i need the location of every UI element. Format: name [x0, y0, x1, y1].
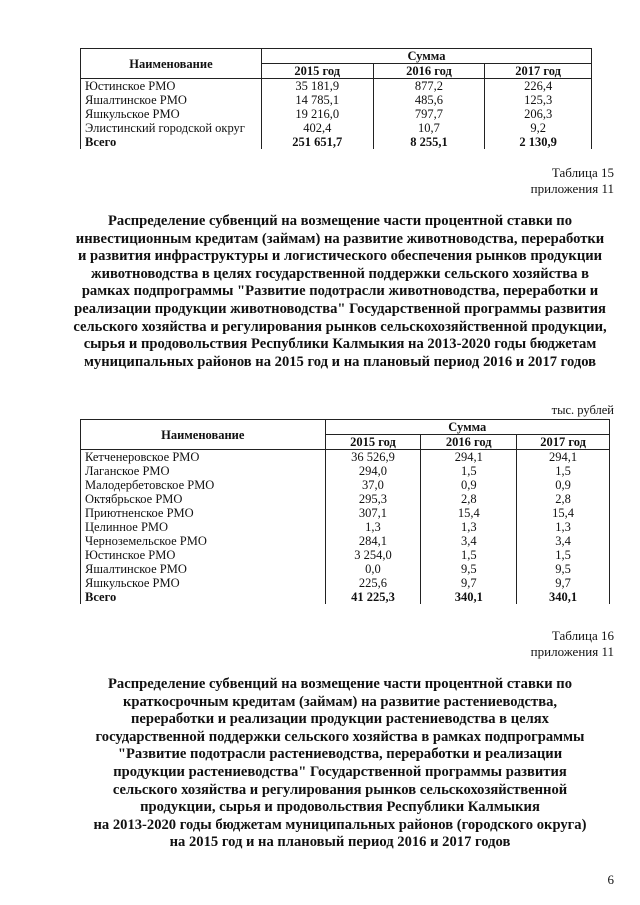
amount-cell: 1,5: [517, 464, 610, 478]
amount-cell: 37,0: [325, 478, 421, 492]
amount-cell: 9,5: [421, 562, 517, 576]
amount-cell: 3,4: [517, 534, 610, 548]
amount-cell: 19 216,0: [261, 107, 373, 121]
table-row: [81, 107, 592, 121]
table-row: [81, 562, 610, 576]
heading-line: продукции, сырья и продовольствия Республики Калмыкия: [140, 799, 540, 816]
amount-cell: 9,5: [517, 562, 610, 576]
header-sum: Сумма: [261, 49, 591, 64]
amount-cell: 9,2: [485, 121, 592, 135]
amount-cell: 0,9: [517, 478, 610, 492]
table15: [80, 419, 610, 604]
district-name: Яшалтинское РМО: [81, 93, 262, 107]
amount-cell: 1,5: [421, 548, 517, 562]
amount-cell: 3 254,0: [325, 548, 421, 562]
district-name: Целинное РМО: [81, 520, 326, 534]
amount-cell: 1,3: [325, 520, 421, 534]
header-year: 2017 год: [517, 435, 610, 450]
district-name: Яшкульское РМО: [81, 107, 262, 121]
district-name: Малодербетовское РМО: [81, 478, 326, 492]
caption-title: Таблица 16: [551, 628, 614, 643]
table16-caption: [531, 628, 614, 660]
heading-line: на 2015 год и на плановый период 2016 и 2017 годов: [169, 834, 511, 851]
district-name: Октябрьское РМО: [81, 492, 326, 506]
district-name: Юстинское РМО: [81, 548, 326, 562]
amount-cell: 294,1: [421, 450, 517, 465]
district-name: Лаганское РМО: [81, 464, 326, 478]
district-name: Яшалтинское РМО: [81, 562, 326, 576]
heading-line: государственной поддержки сельского хозяйства в рамках подпрограммы: [95, 728, 585, 745]
header-name: Наименование: [81, 420, 326, 450]
header-year: 2015 год: [325, 435, 421, 450]
caption-title: Таблица 15: [551, 165, 614, 180]
amount-cell: 340,1: [517, 590, 610, 604]
header-year: 2016 год: [373, 64, 485, 79]
amount-cell: 2 130,9: [485, 135, 592, 149]
amount-cell: 10,7: [373, 121, 485, 135]
table-row: [81, 450, 610, 465]
caption-appendix: приложения 11: [530, 181, 614, 196]
amount-cell: 1,3: [517, 520, 610, 534]
amount-cell: 877,2: [373, 79, 485, 94]
amount-cell: 1,3: [421, 520, 517, 534]
table-body: [81, 79, 592, 150]
heading-line: сельского хозяйства и регулирования рынков сельскохозяйственной: [112, 781, 568, 798]
amount-cell: 15,4: [421, 506, 517, 520]
caption-appendix: приложения 11: [530, 644, 614, 659]
total-label: Всего: [81, 590, 326, 604]
table-row: [81, 548, 610, 562]
district-name: Юстинское РМО: [81, 79, 262, 94]
header-year: 2016 год: [421, 435, 517, 450]
amount-cell: 226,4: [485, 79, 592, 94]
total-row: [81, 135, 592, 149]
amount-cell: 125,3: [485, 93, 592, 107]
table-row: [81, 464, 610, 478]
district-name: Черноземельское РМО: [81, 534, 326, 548]
total-label: Всего: [81, 135, 262, 149]
amount-cell: 41 225,3: [325, 590, 421, 604]
amount-cell: 307,1: [325, 506, 421, 520]
heading-line: на 2013-2020 годы бюджетам муниципальных районов (городского округа): [93, 816, 587, 833]
district-name: Элистинский городской округ: [81, 121, 262, 135]
table-row: [81, 93, 592, 107]
table-row: [81, 576, 610, 590]
heading-line: переработки и реализации продукции растениеводства в целях: [131, 711, 549, 728]
amount-cell: 15,4: [517, 506, 610, 520]
amount-cell: 1,5: [517, 548, 610, 562]
amount-cell: 284,1: [325, 534, 421, 548]
table-row: [81, 534, 610, 548]
district-name: Яшкульское РМО: [81, 576, 326, 590]
amount-cell: 8 255,1: [373, 135, 485, 149]
table-row: [81, 520, 610, 534]
amount-cell: 14 785,1: [261, 93, 373, 107]
table-row: [81, 121, 592, 135]
table-body: [81, 450, 610, 605]
amount-cell: 485,6: [373, 93, 485, 107]
amount-cell: 9,7: [421, 576, 517, 590]
table15-caption: [531, 165, 614, 197]
heading-line: продукции растениеводства" Государственной программы развития: [113, 763, 567, 780]
amount-cell: 36 526,9: [325, 450, 421, 465]
amount-cell: 295,3: [325, 492, 421, 506]
amount-cell: 251 651,7: [261, 135, 373, 149]
header-sum: Сумма: [325, 420, 609, 435]
total-row: [81, 590, 610, 604]
table-row: [81, 478, 610, 492]
table15-heading: Распределение субвенций на возмещение части процентной ставки по инвестиционным кредитам (займам) на развитие животноводства, переработки и развития инфраструктуры и логистического обеспечения рынков продукции животноводства в целях государственной поддержки сельского хозяйства в рамках подпрограммы "Развитие подотрасли животноводства, переработки и реализации продукции животноводства" Государственной программы развития сельского хозяйства и регулирования рынков сельскохозяйственной продукции, сырья и продовольствия Республики Калмыкия на 2013-2020 годы бюджетам муниципальных районов на 2015 год и на плановый период 2016 и 2017 годов: [73, 213, 607, 370]
amount-cell: 2,8: [421, 492, 517, 506]
amount-cell: 225,6: [325, 576, 421, 590]
amount-cell: 3,4: [421, 534, 517, 548]
header-year: 2017 год: [485, 64, 592, 79]
district-name: Приютненское РМО: [81, 506, 326, 520]
amount-cell: 402,4: [261, 121, 373, 135]
amount-cell: 206,3: [485, 107, 592, 121]
heading-line: "Развитие подотрасли растениеводства, переработки и реализации: [117, 746, 563, 763]
district-name: Кетченеровское РМО: [81, 450, 326, 465]
table-row: [81, 79, 592, 94]
amount-cell: 0,9: [421, 478, 517, 492]
amount-cell: 35 181,9: [261, 79, 373, 94]
header-year: 2015 год: [261, 64, 373, 79]
amount-cell: 1,5: [421, 464, 517, 478]
continued-table: [80, 48, 592, 149]
table-row: [81, 492, 610, 506]
table-row: [81, 506, 610, 520]
table16-heading: [70, 676, 610, 852]
heading-line: Распределение субвенций на возмещение части процентной ставки по: [108, 676, 572, 692]
amount-cell: 797,7: [373, 107, 485, 121]
amount-cell: 9,7: [517, 576, 610, 590]
units-label: тыс. рублей: [551, 403, 614, 417]
amount-cell: 2,8: [517, 492, 610, 506]
header-name: Наименование: [81, 49, 262, 79]
amount-cell: 294,1: [517, 450, 610, 465]
amount-cell: 294,0: [325, 464, 421, 478]
amount-cell: 340,1: [421, 590, 517, 604]
amount-cell: 0,0: [325, 562, 421, 576]
heading-line: краткосрочным кредитам (займам) на развитие растениеводства,: [122, 693, 558, 710]
page-number: 6: [607, 872, 614, 887]
